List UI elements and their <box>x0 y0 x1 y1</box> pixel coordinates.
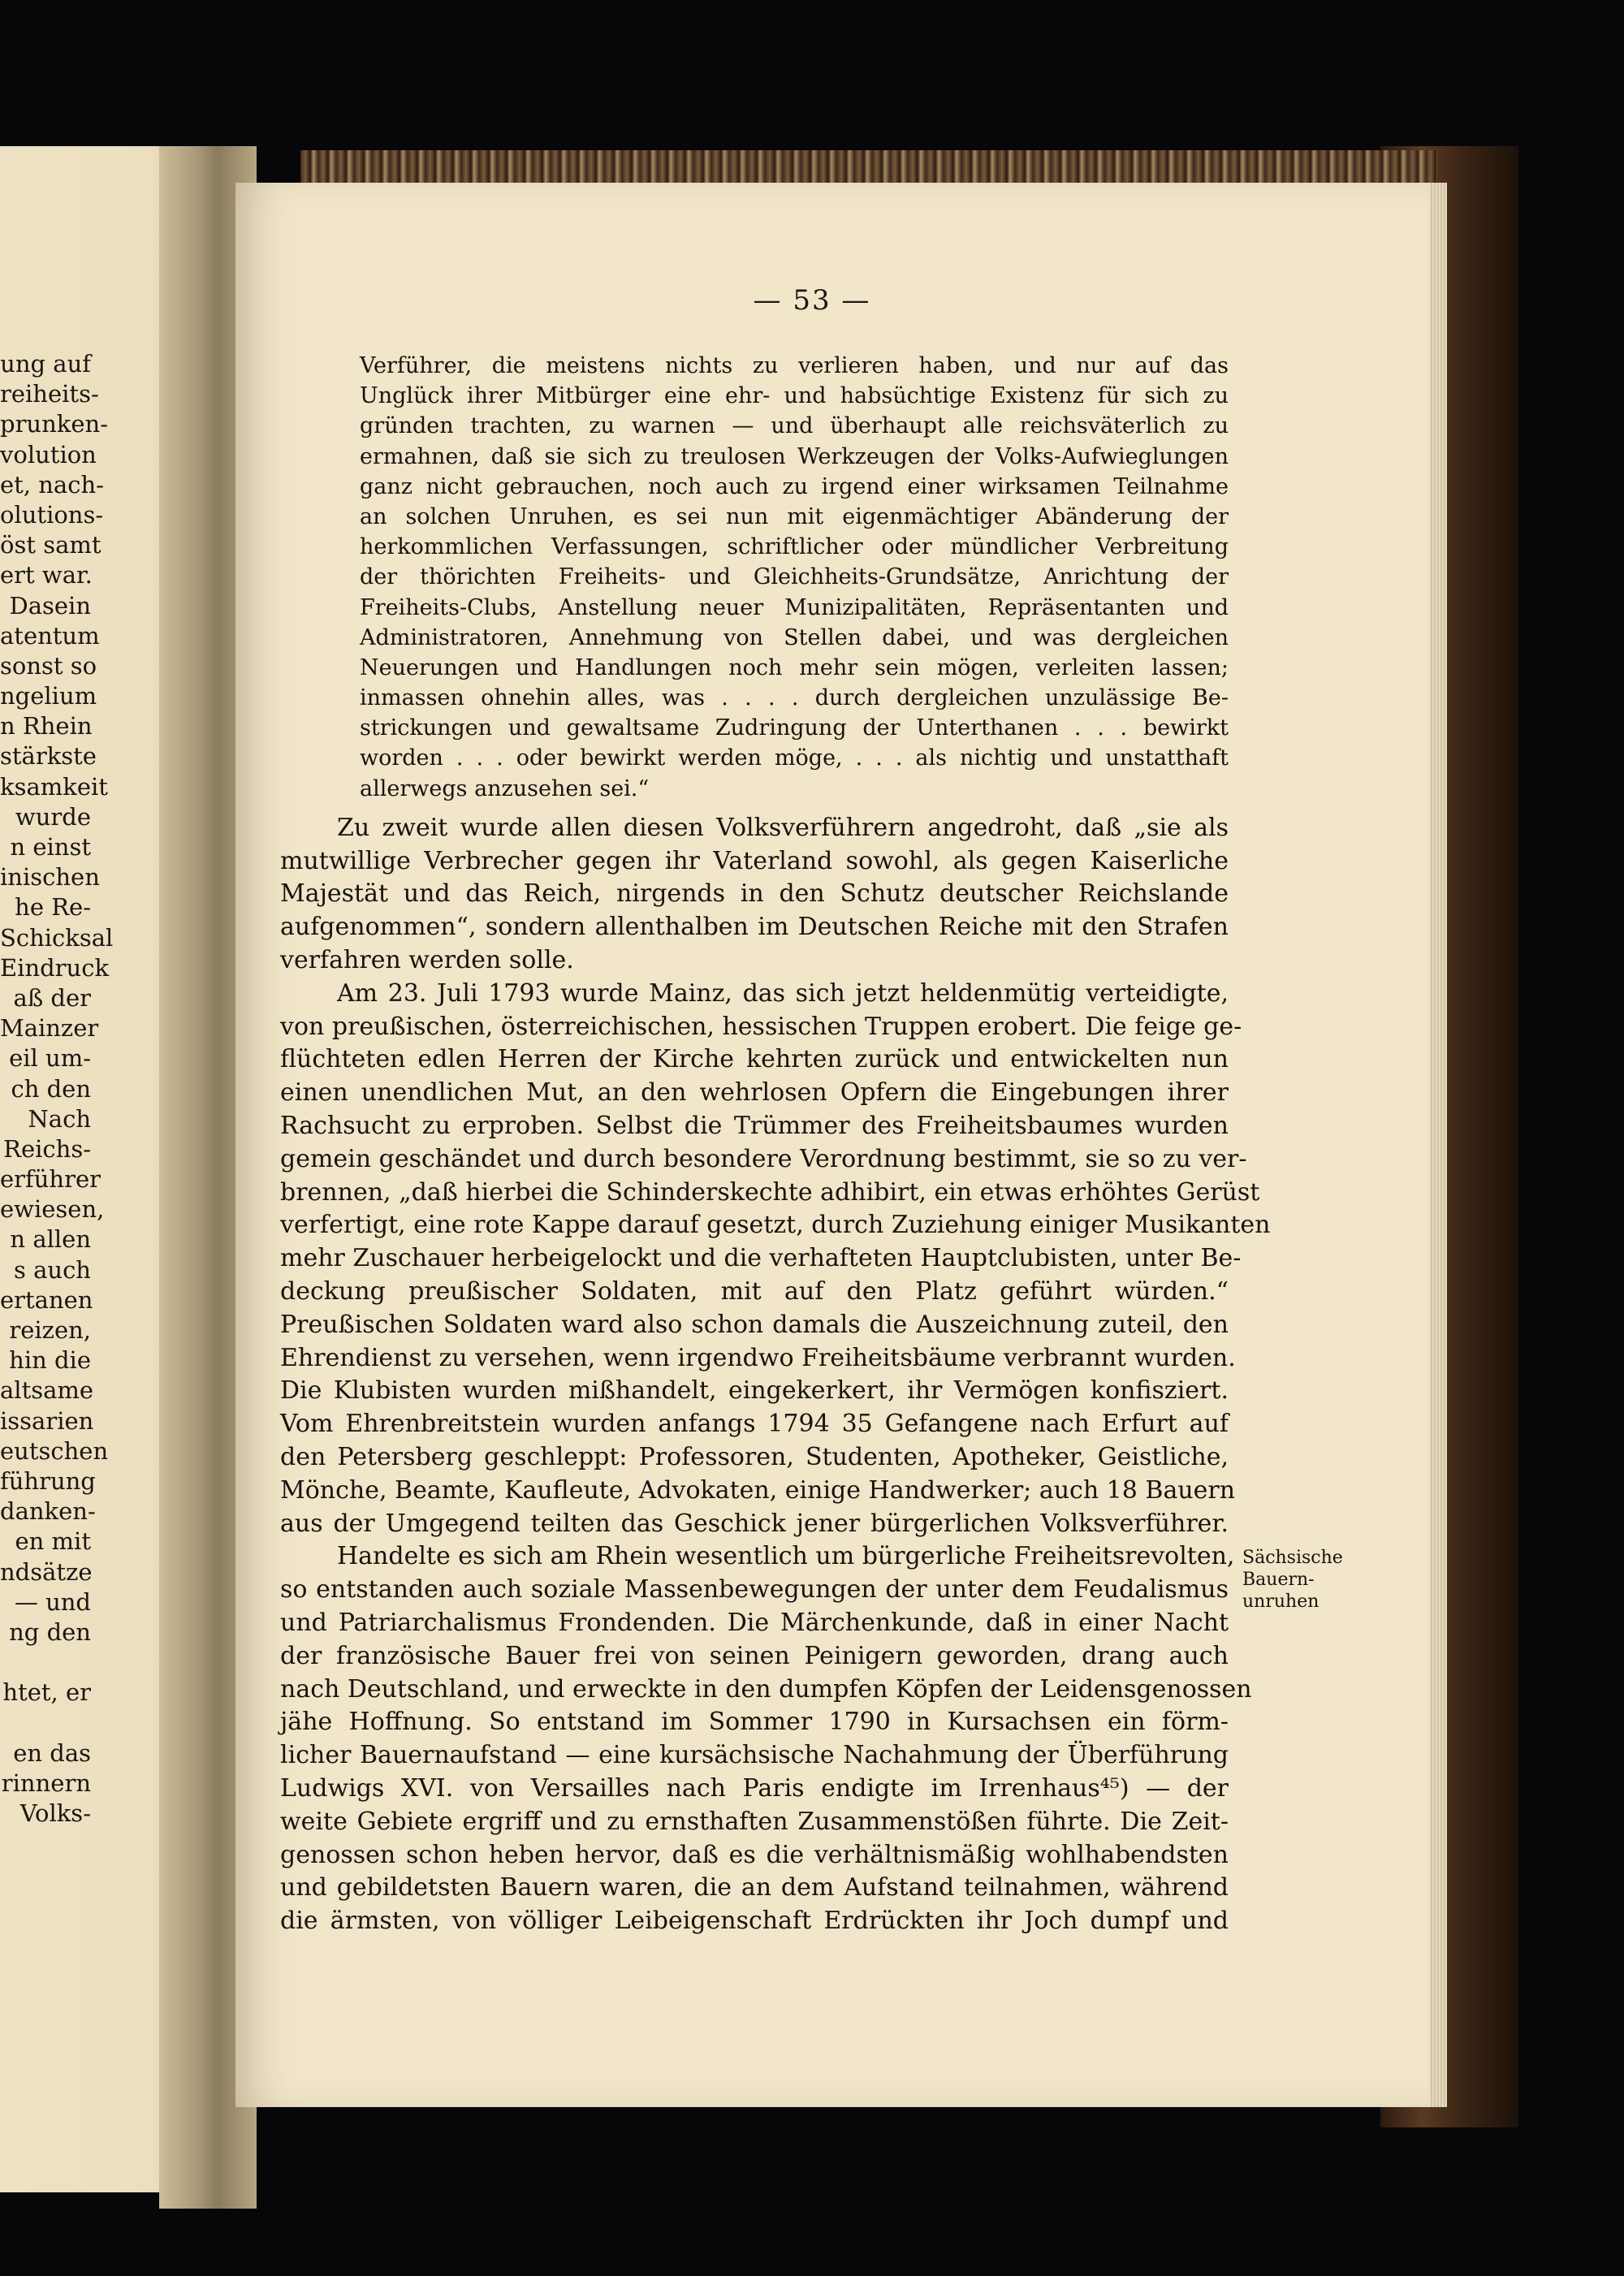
quote-line: Unglück ihrer Mitbürger eine ehr- und habsüchtige Existenz für sich zu <box>360 383 1229 409</box>
previous-page-line: en das <box>13 1738 91 1767</box>
quote-line: Freiheits-Clubs, Anstellung neuer Munizipalitäten, Repräsentanten und <box>360 594 1229 620</box>
body-line: Ludwigs XVI. von Versailles nach Paris endigte im Irrenhaus⁴⁵) — der <box>280 1773 1229 1803</box>
quote-line: Neuerungen und Handlungen noch mehr sein mögen, verleiten lassen; <box>360 654 1229 680</box>
body-line: Mönche, Beamte, Kaufleute, Advokaten, einige Handwerker; auch 18 Bauern <box>280 1475 1236 1505</box>
previous-page-line: danken- <box>0 1497 96 1526</box>
margin-note-line: unruhen <box>1242 1591 1320 1612</box>
body-line: Ehrendienst zu versehen, wenn irgendwo Freiheitsbäume verbrannt wurden. <box>280 1343 1236 1372</box>
body-line: mehr Zuschauer herbeigelockt und die verhafteten Hauptclubisten, unter Be- <box>280 1244 1242 1273</box>
previous-page-line: führung <box>0 1466 96 1495</box>
previous-page-line: issarien <box>0 1406 94 1435</box>
quote-line: der thörichten Freiheits- und Gleichheits-Grundsätze, Anrichtung der <box>360 564 1229 590</box>
body-line: Vom Ehrenbreitstein wurden anfangs 1794 35 Gefangene nach Erfurt auf <box>280 1410 1229 1439</box>
previous-page-line: Schicksal <box>0 923 114 952</box>
previous-page-line: stärkste <box>0 742 97 771</box>
margin-note-line: Sächsische <box>1242 1548 1343 1568</box>
body-line: gemein geschändet und durch besondere Verordnung bestimmt, sie so zu ver- <box>280 1144 1247 1173</box>
previous-page-line: Eindruck <box>0 953 110 982</box>
body-line: so entstanden auch soziale Massenbewegungen der unter dem Feudalismus <box>280 1575 1229 1604</box>
quote-line: gründen trachten, zu warnen — und überhaupt alle reichsväterlich zu <box>360 413 1229 439</box>
body-line: jähe Hoffnung. So entstand im Sommer 1790 in Kursachsen ein förm- <box>280 1708 1229 1737</box>
body-line: aufgenommen“, sondern allenthalben im Deutschen Reiche mit den Strafen <box>280 913 1229 942</box>
previous-page-line: volution <box>0 440 97 469</box>
body-line: Am 23. Juli 1793 wurde Mainz, das sich jetzt heldenmütig verteidigte, <box>337 978 1229 1008</box>
previous-page-line: wurde <box>15 802 91 831</box>
previous-page-line: Volks- <box>19 1799 91 1827</box>
previous-page-line: Reichs- <box>3 1134 91 1163</box>
body-line: der französische Bauer frei von seinen Peinigern geworden, drang auch <box>280 1641 1229 1670</box>
previous-page-line: eutschen <box>0 1436 109 1465</box>
previous-page-line: eil um- <box>9 1044 91 1073</box>
margin-note <box>1242 1547 1372 1613</box>
previous-page-line: prunken- <box>0 410 108 438</box>
body-line: weite Gebiete ergriff und zu ernsthaften Zusammenstößen führte. Die Zeit- <box>280 1807 1229 1836</box>
previous-page-line: olutions- <box>0 500 104 529</box>
body-line: Zu zweit wurde allen diesen Volksverführern angedroht, daß „sie als <box>337 813 1229 842</box>
previous-page-line: reiheits- <box>0 380 99 408</box>
book-binding-top <box>300 150 1437 187</box>
body-line: Handelte es sich am Rhein wesentlich um bürgerliche Freiheitsrevolten, <box>337 1542 1235 1571</box>
previous-page-line: ertanen <box>0 1285 93 1314</box>
body-text <box>280 812 1271 1938</box>
previous-page-line <box>0 1708 91 1738</box>
previous-page-line: he Re- <box>15 893 91 922</box>
previous-page-line: ksamkeit <box>0 772 108 801</box>
previous-page-line: n Rhein <box>0 712 93 741</box>
previous-page-line: Mainzer <box>0 1014 99 1043</box>
body-line: verfahren werden solle. <box>280 946 574 974</box>
previous-page-line: en mit <box>15 1527 91 1556</box>
previous-page-line: altsame <box>0 1376 94 1405</box>
body-line: nach Deutschland, und erweckte in den dumpfen Köpfen der Leidensgenossen <box>280 1674 1252 1704</box>
quote-line: herkommlichen Verfassungen, schriftlicher oder mündlicher Verbreitung <box>360 534 1229 560</box>
margin-note-line: Bauern- <box>1242 1570 1315 1590</box>
body-line: Rachsucht zu erproben. Selbst die Trümmer des Freiheitsbaumes wurden <box>280 1111 1229 1140</box>
previous-page-line: n einst <box>10 833 91 861</box>
previous-page-line: ndsätze <box>0 1557 93 1586</box>
previous-page-line: reizen, <box>9 1316 91 1344</box>
body-line: den Petersberg geschleppt: Professoren, Studenten, Apotheker, Geistliche, <box>280 1442 1229 1471</box>
previous-page-line: et, nach- <box>0 470 104 499</box>
body-line: flüchteten edlen Herren der Kirche kehrten zurück und entwickelten nun <box>280 1045 1229 1074</box>
page-number: — 53 — <box>753 284 871 317</box>
previous-page-line: sonst so <box>0 651 97 680</box>
previous-page-text <box>0 349 114 1829</box>
body-line: einen unendlichen Mut, an den wehrlosen Opfern die Eingebungen ihrer <box>280 1078 1229 1108</box>
previous-page-line: Dasein <box>9 591 91 620</box>
previous-page-line: htet, er <box>2 1678 91 1707</box>
quote-line: allerwegs anzusehen sei.“ <box>360 775 650 801</box>
previous-page-line: aß der <box>13 983 91 1012</box>
body-line: Majestät und das Reich, nirgends in den Schutz deutscher Reichslande <box>280 879 1229 909</box>
previous-page-line: öst samt <box>0 531 102 559</box>
quote-line: inmassen ohnehin alles, was . . . . durch dergleichen unzulässige Be- <box>360 685 1229 711</box>
body-line: Preußischen Soldaten ward also schon damals die Auszeichnung zuteil, den <box>280 1310 1229 1339</box>
body-line: brennen, „daß hierbei die Schinderskechte adhibirt, ein etwas erhöhtes Gerüst <box>280 1177 1260 1207</box>
body-line: mutwillige Verbrecher gegen ihr Vaterland sowohl, als gegen Kaiserliche <box>280 846 1229 875</box>
quote-line: Verführer, die meistens nichts zu verlieren haben, und nur auf das <box>360 353 1229 378</box>
body-line: aus der Umgegend teilten das Geschick jener bürgerlichen Volksverführer. <box>280 1509 1229 1538</box>
quote-line: strickungen und gewaltsame Zudringung der Unterthanen . . . bewirkt <box>360 715 1229 741</box>
previous-page-line: ng den <box>9 1617 91 1646</box>
previous-page-line: Nach <box>28 1104 91 1133</box>
body-line: von preußischen, österreichischen, hessischen Truppen erobert. Die feige ge- <box>280 1012 1242 1041</box>
previous-page-line: ngelium <box>0 682 97 710</box>
quote-line: an solchen Unruhen, es sei nun mit eigenmächtiger Abänderung der <box>360 503 1229 529</box>
quote-line: worden . . . oder bewirkt werden möge, . . . als nichtig und unstatthaft <box>360 745 1229 771</box>
page-text-block <box>280 351 1271 1938</box>
previous-page-line: — und <box>14 1587 91 1616</box>
body-line: licher Bauernaufstand — eine kursächsische Nachahmung der Überführung <box>280 1741 1229 1770</box>
body-line: verfertigt, eine rote Kappe darauf gesetzt, durch Zuziehung einiger Musikanten <box>280 1211 1271 1240</box>
previous-page-line: atentum <box>0 621 100 650</box>
body-line: deckung preußischer Soldaten, mit auf den Platz geführt würden.“ <box>280 1276 1229 1306</box>
body-line: genossen schon heben hervor, daß es die verhältnismäßig wohlhabendsten <box>280 1840 1229 1869</box>
quoted-passage <box>280 351 1229 804</box>
previous-page-line: hin die <box>9 1346 91 1375</box>
previous-page-line: rinnern <box>1 1769 91 1797</box>
previous-page-line <box>0 1648 91 1678</box>
previous-page-line: inischen <box>0 863 100 892</box>
previous-page-line: erführer <box>0 1165 102 1194</box>
quote-line: ganz nicht gebrauchen, noch auch zu irgend einer wirksamen Teilnahme <box>360 473 1229 499</box>
body-line: und Patriarchalismus Frondenden. Die Märchenkunde, daß in einer Nacht <box>280 1608 1229 1637</box>
previous-page-line: ung auf <box>0 350 91 378</box>
previous-page-line: ert war. <box>0 561 93 590</box>
previous-page-line: ch den <box>11 1074 91 1103</box>
previous-page-line: ewiesen, <box>0 1195 105 1224</box>
previous-page-line: s auch <box>14 1255 91 1284</box>
quote-line: ermahnen, daß sie sich zu treulosen Werkzeugen der Volks-Aufwieglungen <box>360 443 1229 469</box>
body-line: und gebildetsten Bauern waren, die an dem Aufstand teilnahmen, während <box>280 1873 1229 1902</box>
body-line: Die Klubisten wurden mißhandelt, eingekerkert, ihr Vermögen konfisziert. <box>280 1376 1229 1406</box>
quote-line: Administratoren, Annehmung von Stellen dabei, und was dergleichen <box>360 624 1229 650</box>
previous-page-line: n allen <box>10 1225 91 1254</box>
body-line: die ärmsten, von völliger Leibeigenschaft Erdrückten ihr Joch dumpf und <box>280 1907 1229 1936</box>
